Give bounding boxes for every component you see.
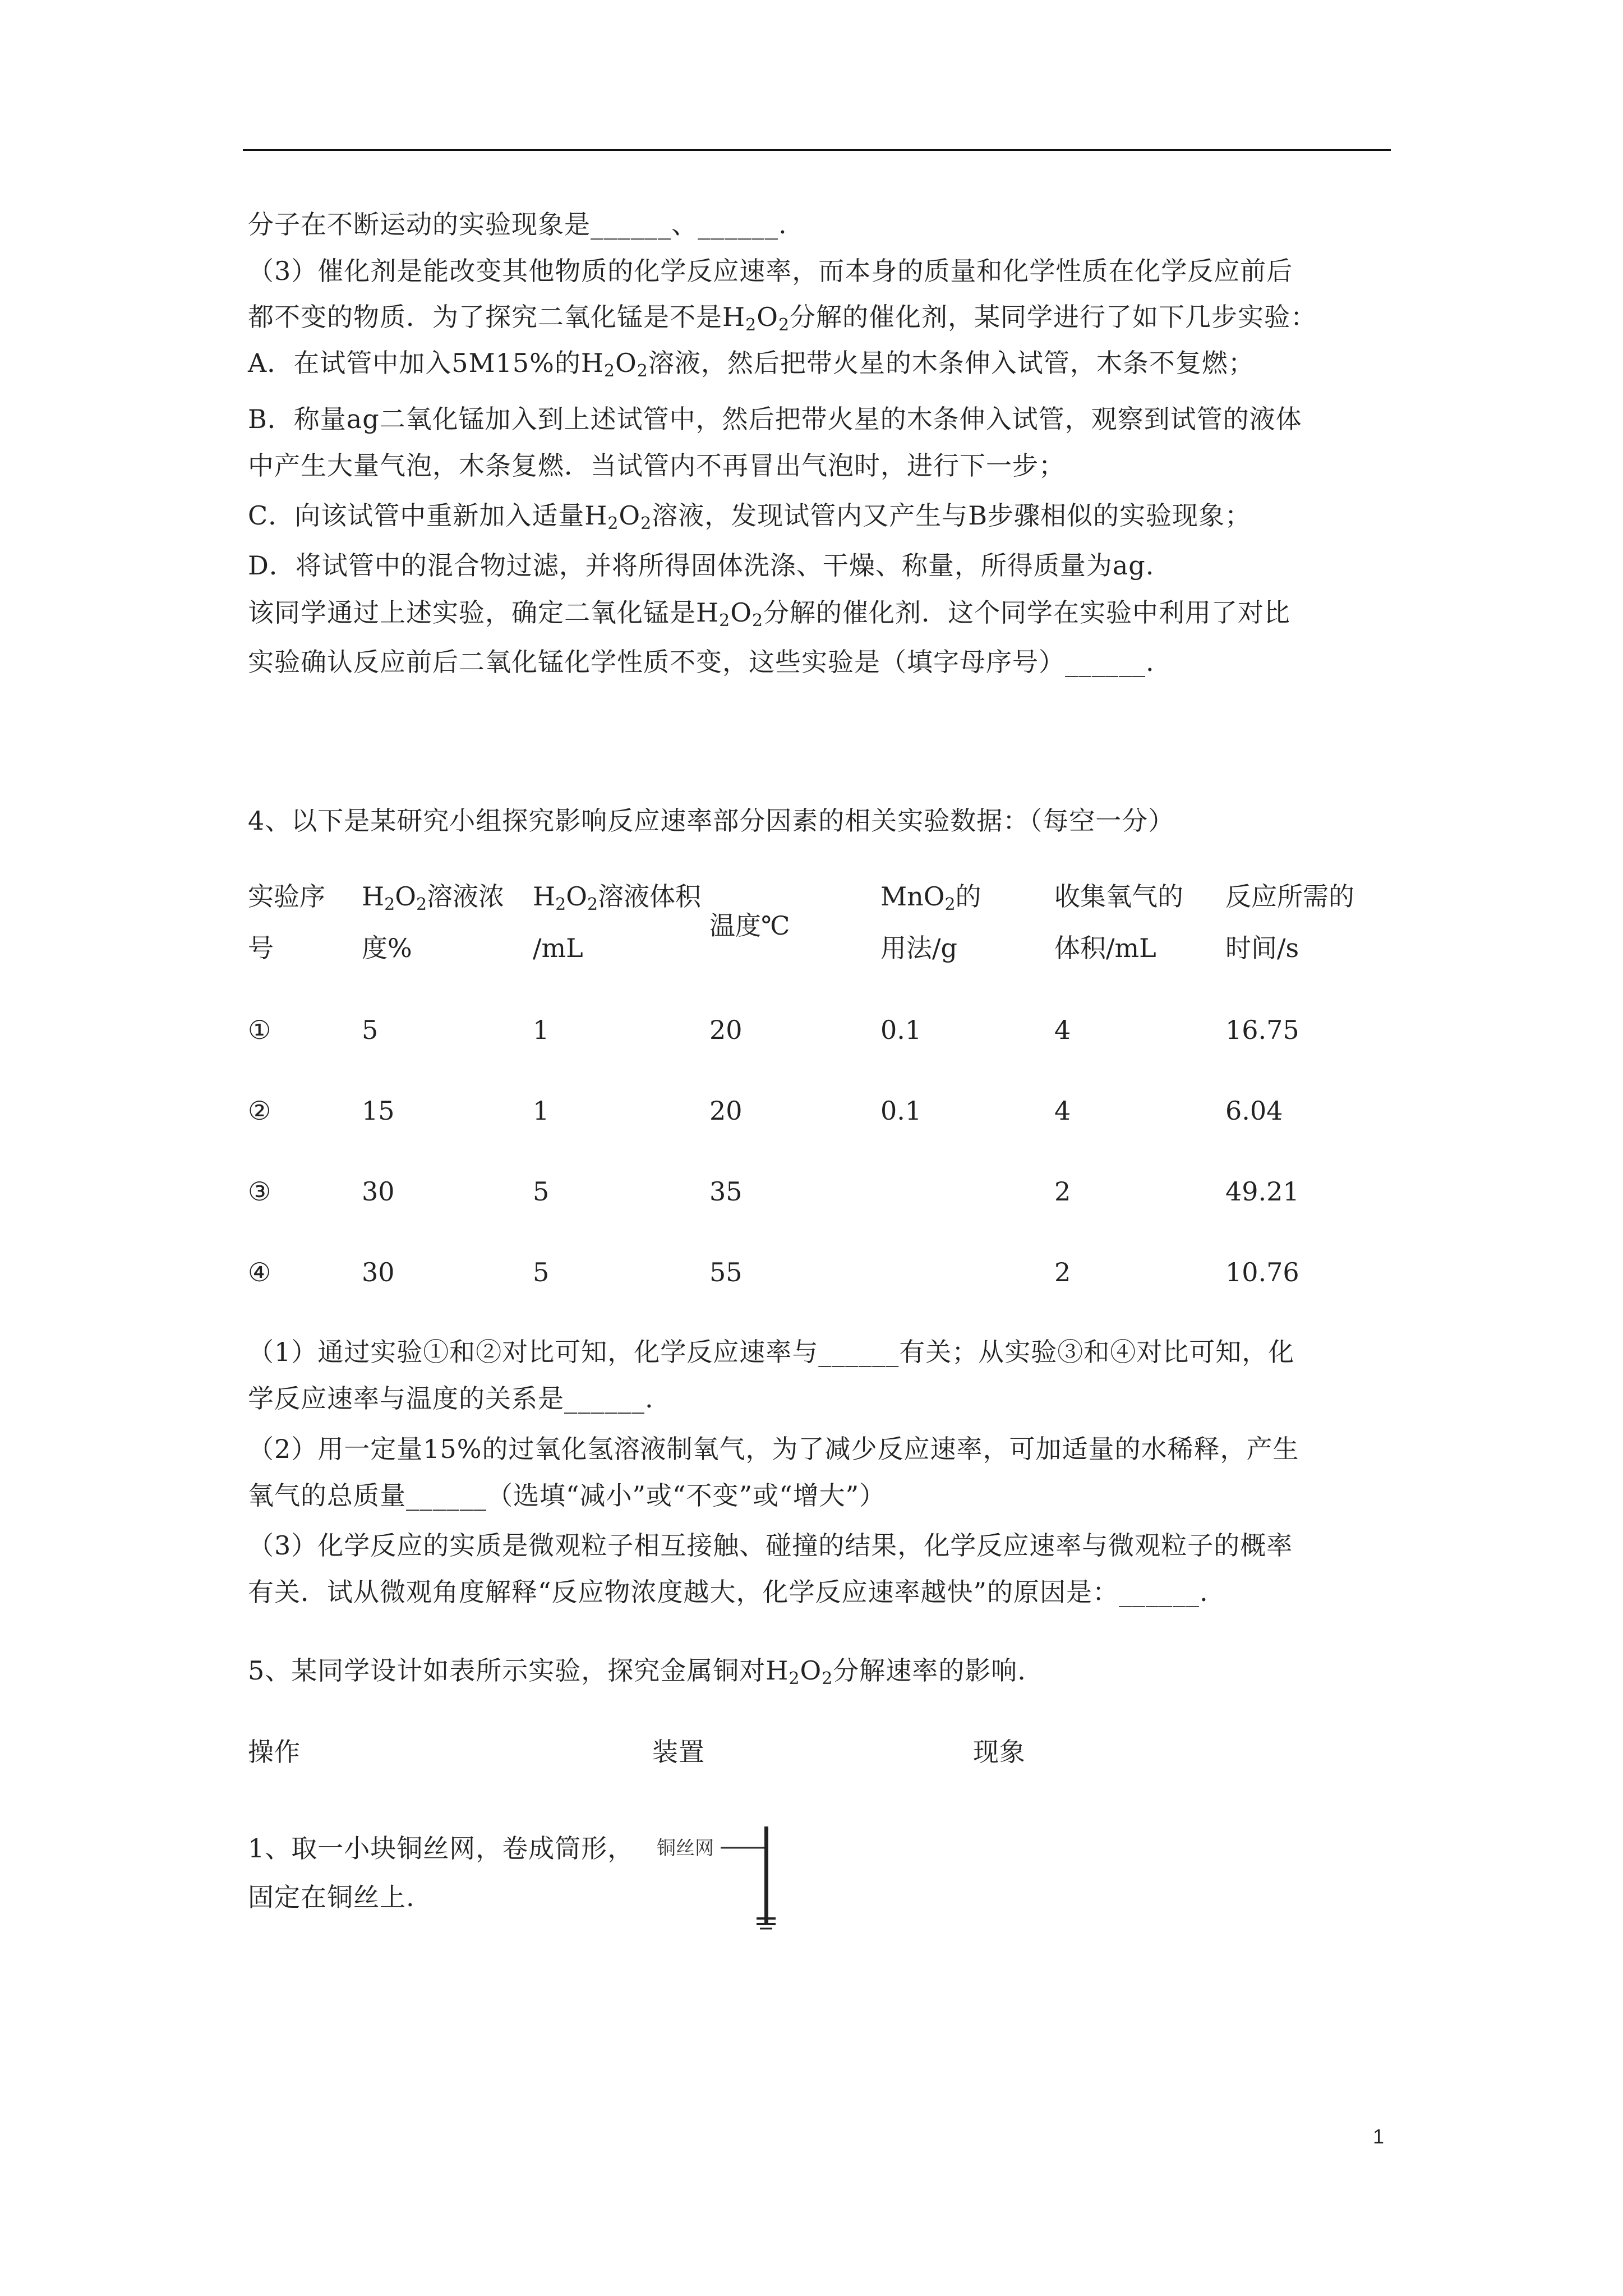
cell-concentration: 5 (362, 1015, 379, 1045)
q3-line-2: 都不变的物质．为了探究二氧化锰是不是$H_2O_2$分解的催化剂，某同学进行了如下几步实验： (248, 302, 1317, 335)
q5-step1-line2: 固定在铜丝上. (248, 1882, 415, 1912)
page-number: 1 (1373, 2125, 1385, 2148)
q3-step-b-2: 中产生大量气泡，木条复燃．当试管内不再冒出气泡时，进行下一步； (248, 450, 1065, 481)
cell-temperature: 55 (709, 1257, 743, 1287)
header-oxygen-1: 收集氧气的 (1054, 881, 1183, 912)
header-rule (243, 149, 1391, 151)
q4-sub1-line1: （1）通过实验①和②对比可知，化学反应速率与______有关；从实验③和④对比可知，化 (248, 1337, 1295, 1367)
cell-concentration: 30 (362, 1176, 395, 1207)
q3-step-d: D．将试管中的混合物过滤，并将所得固体洗涤、干燥、称量，所得质量为ag. (248, 550, 1155, 581)
q3-step-b-1: B．称量ag二氧化锰加入到上述试管中，然后把带火星的木条伸入试管，观察到试管的液体 (248, 404, 1302, 434)
q4-sub1-line2: 学反应速率与温度的关系是______. (248, 1383, 654, 1414)
q3-line-1: （3）催化剂是能改变其他物质的化学反应速率，而本身的质量和化学性质在化学反应前后 (248, 256, 1293, 286)
cell-oxygen: 2 (1054, 1176, 1071, 1207)
q4-sub2-line1: （2）用一定量15%的过氧化氢溶液制氧气，为了减少反应速率，可加适量的水稀释，产生 (248, 1434, 1299, 1464)
header-volume-2: /mL (533, 933, 583, 963)
q5-col-operation: 操作 (248, 1737, 301, 1767)
cell-time: 16.75 (1225, 1015, 1299, 1045)
cell-volume: 1 (533, 1096, 550, 1126)
copper-mesh-label: 铜丝网 (657, 1837, 714, 1860)
header-concentration-1: $H_2O_2$溶液浓 (362, 881, 505, 914)
cell-no: ③ (248, 1176, 271, 1207)
cell-volume: 1 (533, 1015, 550, 1045)
header-oxygen-2: 体积/mL (1054, 933, 1156, 963)
header-exp-no-2: 号 (248, 933, 274, 963)
q4-sub3-line2: 有关．试从微观角度解释“反应物浓度越大，化学反应速率越快”的原因是：______. (248, 1577, 1209, 1607)
q5-col-observation: 现象 (973, 1737, 1026, 1767)
cell-concentration: 15 (362, 1096, 395, 1126)
cell-no: ② (248, 1096, 271, 1126)
cell-oxygen: 2 (1054, 1257, 1071, 1287)
copper-mesh-apparatus (653, 1822, 782, 1934)
cell-no: ④ (248, 1257, 271, 1287)
q4-sub2-line2: 氧气的总质量______（选填“减小”或“不变”或“增大”） (248, 1480, 886, 1511)
q4-sub3-line1: （3）化学反应的实质是微观粒子相互接触、碰撞的结果，化学反应速率与微观粒子的概率 (248, 1530, 1293, 1561)
cell-oxygen: 4 (1054, 1096, 1071, 1126)
header-concentration-2: 度% (362, 933, 412, 963)
header-temperature: 温度℃ (709, 910, 790, 941)
cell-mno2: 0.1 (880, 1096, 922, 1126)
cell-temperature: 20 (709, 1096, 743, 1126)
cell-volume: 5 (533, 1176, 550, 1207)
q3-step-c: C．向该试管中重新加入适量$H_2O_2$溶液，发现试管内又产生与B步骤相似的实验现象； (248, 500, 1252, 533)
q5-step1-line1: 1、取一小块铜丝网，卷成筒形， (248, 1833, 634, 1864)
cell-mno2: 0.1 (880, 1015, 922, 1045)
copper-mesh-diagram (653, 1822, 782, 1934)
cell-volume: 5 (533, 1257, 550, 1287)
cell-temperature: 20 (709, 1015, 743, 1045)
cell-concentration: 30 (362, 1257, 395, 1287)
q4-title: 4、以下是某研究小组探究影响反应速率部分因素的相关实验数据：（每空一分） (248, 806, 1175, 836)
q5-title: 5、某同学设计如表所示实验，探究金属铜对$H_2O_2$分解速率的影响. (248, 1655, 1026, 1688)
header-time-1: 反应所需的 (1225, 881, 1354, 912)
cell-time: 6.04 (1225, 1096, 1283, 1126)
q3-conclusion-1: 该同学通过上述实验，确定二氧化锰是$H_2O_2$分解的催化剂．这个同学在实验中利用了对比 (248, 597, 1291, 631)
cell-oxygen: 4 (1054, 1015, 1071, 1045)
header-volume-1: $H_2O_2$溶液体积 (533, 881, 702, 914)
intro-line: 分子在不断运动的实验现象是______、______. (248, 209, 787, 240)
cell-time: 49.21 (1225, 1176, 1299, 1207)
cell-no: ① (248, 1015, 271, 1045)
header-time-2: 时间/s (1225, 933, 1299, 963)
cell-temperature: 35 (709, 1176, 743, 1207)
header-mno2-2: 用法/g (880, 933, 957, 963)
q5-col-device: 装置 (652, 1737, 705, 1767)
header-mno2-1: MnO$_2$的 (880, 881, 981, 914)
header-exp-no-1: 实验序 (248, 881, 325, 912)
q3-conclusion-2: 实验确认反应前后二氧化锰化学性质不变，这些实验是（填字母序号）______. (248, 647, 1155, 677)
q3-step-a: A．在试管中加入5M15%的$H_2O_2$溶液，然后把带火星的木条伸入试管，木条不复燃； (248, 348, 1255, 381)
cell-time: 10.76 (1225, 1257, 1299, 1287)
